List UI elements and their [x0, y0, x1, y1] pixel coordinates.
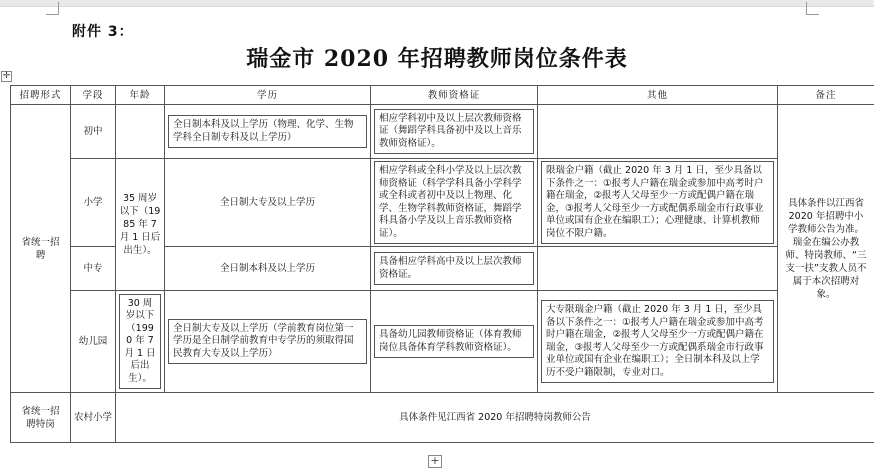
stage-cell: 中专: [71, 247, 116, 291]
form-special-cell: [11, 393, 71, 443]
header-stage: 学段: [71, 86, 116, 105]
certificate-text: 具备幼儿园教师资格证（体育教师岗位具备体育学科教师资格证）。: [374, 325, 534, 358]
other-cell: [538, 291, 778, 393]
certificate-text: 相应学科初中及以上层次教师资格证（舞蹈学科具备初中及以上音乐教师资格证）。: [374, 109, 534, 155]
table-row-special: [11, 393, 874, 443]
header-form: 招聘形式: [11, 86, 71, 105]
education-cell: 全日制大专及以上学历: [165, 159, 371, 247]
education-text: 全日制本科及以上学历（物理、化学、生物学科全日制专科及以上学历）: [168, 115, 367, 148]
age-cell-group2: [116, 291, 165, 393]
certificate-cell: [371, 247, 538, 291]
age-text: 35 周岁以下（1985 年 7 月 1 日后出生）。: [119, 192, 161, 257]
other-text: 大专限瑞金户籍（截止 2020 年 3 月 1 日，至少具备以下条件之一：①报考人户籍在瑞金或参加中高考时户籍在瑞金，②报考人父母至少一方或配偶户籍在瑞金，③报考人父母至少一方或配偶系瑞金市行政事业单位或国有企业在编职工）；全日制本科及以上学历不受户籍限制，专业对口。: [541, 300, 774, 383]
table-row-primary: [11, 159, 874, 247]
table-row-junior-high: [11, 105, 874, 159]
certificate-text: 具备相应学科高中及以上层次教师资格证。: [374, 252, 534, 285]
note-text: 具体条件以江西省 2020 年招聘中小学教师公告为准。瑞金在编公办教师、特岗教师、“三支一扶”支教人员不属于本次招聘对象。: [781, 197, 871, 301]
certificate-cell: [371, 159, 538, 247]
header-other: 其他: [538, 86, 778, 105]
other-cell-empty: [538, 105, 778, 159]
table-move-handle-icon[interactable]: ✛: [1, 71, 12, 82]
certificate-cell: [371, 291, 538, 393]
document-title: 瑞金市 2020 年招聘教师岗位条件表: [0, 42, 874, 73]
header-certificate: 教师资格证: [371, 86, 538, 105]
positions-table: [10, 85, 874, 443]
margin-corner-mark-left: [46, 2, 59, 15]
attachment-label: 附件 3：: [72, 21, 134, 41]
table-row-kindergarten: [11, 291, 874, 393]
special-stage-cell: 农村小学: [71, 393, 116, 443]
other-cell-empty: [538, 247, 778, 291]
header-note: 备注: [778, 86, 874, 105]
education-cell: 全日制本科及以上学历: [165, 247, 371, 291]
education-text: 全日制大专及以上学历（学前教育岗位第一学历是全日制学前教育中专学历的须取得国民教育大专及以上学历）: [168, 319, 367, 365]
table-header-row: [11, 86, 874, 105]
note-cell: [778, 105, 874, 393]
margin-corner-mark-right: [806, 2, 819, 15]
education-cell: [165, 291, 371, 393]
education-cell: [165, 105, 371, 159]
age-cell-empty: [116, 105, 165, 159]
add-row-plus-icon[interactable]: +: [428, 455, 442, 468]
stage-cell: 幼儿园: [71, 291, 116, 393]
ruler-bar: [0, 0, 874, 7]
other-cell: [538, 159, 778, 247]
certificate-cell: [371, 105, 538, 159]
header-age: 年龄: [116, 86, 165, 105]
stage-cell: 小学: [71, 159, 116, 247]
form-special-text: 省统一招聘特岗: [14, 405, 67, 431]
header-education: 学历: [165, 86, 371, 105]
form-unified-text: 省统一招聘: [14, 236, 67, 262]
age-text: 30 周岁以下（1990 年 7 月 1 日后出生）。: [119, 294, 161, 390]
age-cell-group1: [116, 159, 165, 291]
form-unified-cell: [11, 105, 71, 393]
other-text: 限瑞金户籍（截止 2020 年 3 月 1 日，至少具备以下条件之一：①报考人户籍在瑞金或参加中高考时户籍在瑞金，②报考人父母至少一方或配偶户籍在瑞金，③报考人父母至少一方或配偶系瑞金市行政事业单位或国有企业在编职工）；心理健康、计算机教师岗位不限户籍。: [541, 161, 774, 244]
special-text-cell: 具体条件见江西省 2020 年招聘特岗教师公告: [116, 393, 874, 443]
stage-cell: 初中: [71, 105, 116, 159]
certificate-text: 相应学科或全科小学及以上层次教师资格证（科学学科具备小学科学或全科或者初中及以上物理、化学、生物学科教师资格证，舞蹈学科具备小学及以上音乐教师资格证）。: [374, 161, 534, 244]
